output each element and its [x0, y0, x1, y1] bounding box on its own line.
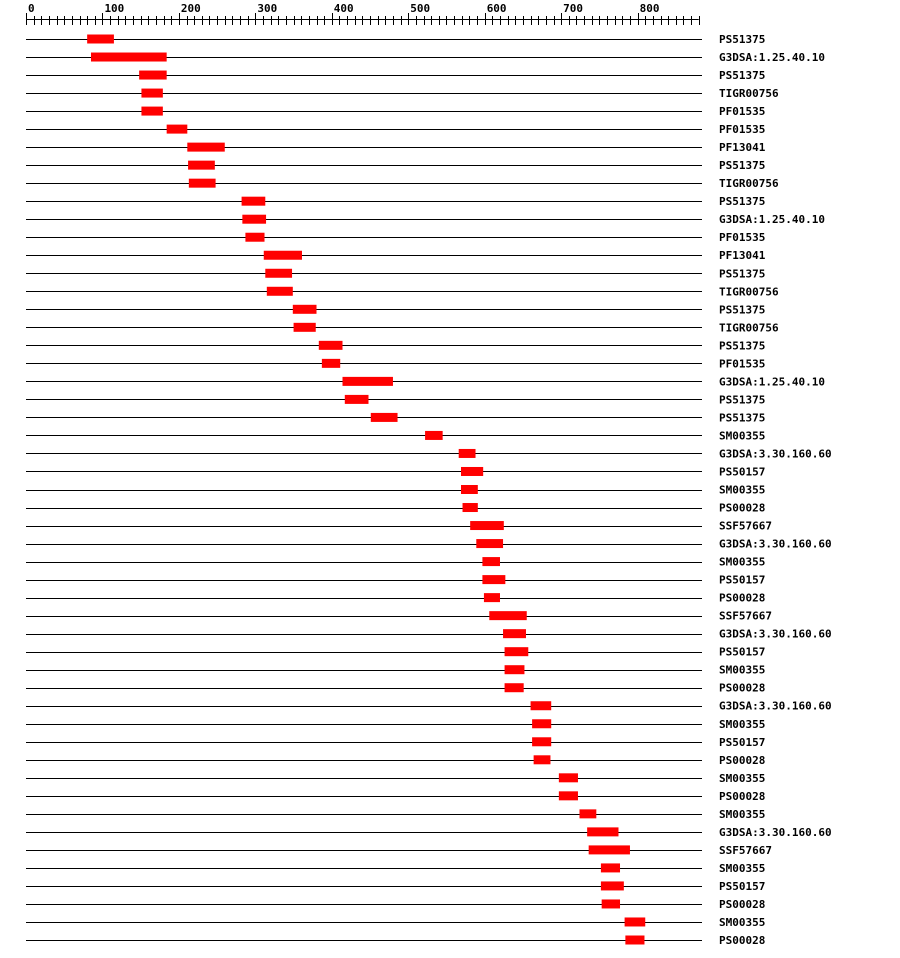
row-label: PS50157 — [719, 735, 766, 749]
feature-bar — [345, 395, 369, 404]
row-label: PS51375 — [719, 303, 766, 317]
row-label: PS51375 — [719, 411, 766, 425]
feature-bar — [267, 287, 293, 296]
row-label: TIGR00756 — [719, 87, 779, 101]
axis-tick-label: 800 — [639, 2, 660, 15]
feature-bar — [579, 809, 596, 818]
feature-bar — [167, 125, 188, 134]
axis-tick-label: 700 — [563, 2, 584, 15]
row-label: PF13041 — [719, 249, 766, 263]
axis-tick-label: 0 — [28, 2, 35, 15]
feature-bar — [482, 575, 505, 584]
feature-row — [26, 772, 765, 785]
row-label: SM00355 — [719, 771, 766, 785]
feature-bar — [503, 629, 526, 638]
feature-row — [26, 502, 765, 515]
feature-bar — [505, 647, 529, 656]
feature-row — [26, 736, 765, 749]
feature-row — [26, 177, 779, 190]
feature-bar — [294, 323, 316, 332]
feature-bar — [625, 917, 646, 926]
feature-bar — [371, 413, 398, 422]
row-label: PF01535 — [719, 231, 766, 245]
row-label: G3DSA:3.30.160.60 — [719, 627, 832, 641]
feature-bar — [625, 936, 644, 945]
row-label: PS51375 — [719, 195, 766, 209]
feature-bar — [139, 71, 167, 80]
feature-bar — [531, 701, 552, 710]
row-label: PS51375 — [719, 339, 766, 353]
feature-row — [26, 213, 825, 226]
axis-tick-label: 400 — [333, 2, 354, 15]
row-label: PS50157 — [719, 645, 766, 659]
row-label: PS00028 — [719, 681, 766, 695]
row-label: G3DSA:1.25.40.10 — [719, 51, 825, 65]
feature-bar — [242, 215, 266, 224]
feature-bar — [470, 521, 504, 530]
feature-row — [26, 664, 765, 677]
row-label: G3DSA:3.30.160.60 — [719, 537, 832, 551]
feature-row — [26, 700, 832, 713]
feature-bar — [476, 539, 503, 548]
feature-row — [26, 285, 779, 298]
scale-axis — [26, 2, 700, 25]
feature-row — [26, 87, 779, 100]
row-label: SSF57667 — [719, 609, 772, 623]
feature-bar — [322, 359, 340, 368]
row-label: PS00028 — [719, 501, 766, 515]
feature-row — [26, 141, 766, 154]
row-label: G3DSA:3.30.160.60 — [719, 825, 832, 839]
feature-row — [26, 33, 765, 46]
row-label: PS51375 — [719, 393, 766, 407]
row-label: PS50157 — [719, 573, 766, 587]
feature-row — [26, 574, 765, 587]
feature-row — [26, 447, 832, 460]
feature-row — [26, 51, 825, 64]
feature-row — [26, 357, 765, 370]
row-label: PF01535 — [719, 357, 766, 371]
feature-bar — [245, 233, 264, 242]
feature-row — [26, 916, 765, 929]
row-label: PS00028 — [719, 897, 766, 911]
feature-bar — [264, 251, 302, 260]
feature-bar — [505, 683, 524, 692]
row-label: PS51375 — [719, 159, 766, 173]
feature-row — [26, 393, 765, 406]
row-label: G3DSA:1.25.40.10 — [719, 213, 825, 227]
feature-bar — [242, 197, 266, 206]
row-label: SM00355 — [719, 663, 766, 677]
row-label: PF01535 — [719, 123, 766, 137]
row-label: PF01535 — [719, 105, 766, 119]
row-label: SM00355 — [719, 483, 766, 497]
row-label: PS00028 — [719, 934, 766, 947]
row-label: PS00028 — [719, 789, 766, 803]
feature-row — [26, 429, 765, 442]
feature-bar — [87, 35, 114, 44]
feature-bar — [141, 107, 162, 116]
feature-row — [26, 592, 765, 605]
row-label: G3DSA:3.30.160.60 — [719, 447, 832, 461]
feature-bar — [265, 269, 292, 278]
feature-bar — [602, 899, 620, 908]
row-label: SM00355 — [719, 429, 766, 443]
feature-bar — [188, 161, 215, 170]
feature-row — [26, 105, 765, 118]
row-label: G3DSA:1.25.40.10 — [719, 375, 825, 389]
feature-bar — [187, 143, 224, 152]
feature-bar — [505, 665, 525, 674]
row-label: SM00355 — [719, 717, 766, 731]
feature-bar — [489, 611, 526, 620]
row-label: TIGR00756 — [719, 321, 779, 335]
feature-bar — [425, 431, 443, 440]
feature-row — [26, 556, 765, 569]
feature-row — [26, 718, 765, 731]
feature-row — [26, 538, 832, 551]
feature-bar — [343, 377, 393, 386]
feature-row — [26, 844, 772, 857]
feature-row — [26, 646, 765, 659]
feature-bar — [559, 773, 578, 782]
row-label: SSF57667 — [719, 519, 772, 533]
feature-bar — [532, 737, 551, 746]
feature-row — [26, 231, 765, 244]
feature-row — [26, 303, 765, 316]
feature-bar — [463, 503, 478, 512]
feature-row — [26, 484, 765, 497]
feature-row — [26, 159, 765, 172]
row-label: G3DSA:3.30.160.60 — [719, 699, 832, 713]
feature-row — [26, 339, 765, 352]
feature-row — [26, 934, 765, 947]
feature-bar — [141, 89, 162, 98]
row-label: PS00028 — [719, 591, 766, 605]
row-label: PF13041 — [719, 141, 766, 155]
row-label: PS51375 — [719, 267, 766, 281]
feature-row — [26, 465, 765, 478]
row-label: TIGR00756 — [719, 285, 779, 299]
feature-row — [26, 880, 765, 893]
feature-row — [26, 826, 832, 839]
row-label: SM00355 — [719, 555, 766, 569]
axis-tick-label: 300 — [257, 2, 278, 15]
feature-row — [26, 808, 765, 821]
feature-bar — [587, 827, 618, 836]
feature-bar — [461, 485, 478, 494]
feature-row — [26, 267, 765, 280]
feature-row — [26, 790, 765, 803]
feature-bar — [459, 449, 476, 458]
feature-row — [26, 754, 765, 767]
axis-tick-label: 100 — [104, 2, 125, 15]
feature-row — [26, 898, 765, 911]
row-label: SM00355 — [719, 807, 766, 821]
feature-row — [26, 249, 766, 262]
feature-row — [26, 321, 779, 334]
feature-bar — [482, 557, 500, 566]
feature-row — [26, 411, 765, 424]
row-label: TIGR00756 — [719, 177, 779, 191]
row-label: PS50157 — [719, 465, 766, 479]
feature-bar — [559, 791, 578, 800]
feature-row — [26, 520, 772, 533]
feature-row — [26, 195, 765, 208]
feature-row — [26, 375, 825, 388]
row-label: PS50157 — [719, 879, 766, 893]
feature-row — [26, 628, 832, 641]
feature-row — [26, 123, 765, 136]
row-label: SSF57667 — [719, 843, 772, 857]
feature-bar — [601, 881, 624, 890]
feature-bar — [534, 755, 551, 764]
axis-tick-label: 600 — [486, 2, 507, 15]
row-label: PS00028 — [719, 753, 766, 767]
axis-tick-label: 500 — [410, 2, 431, 15]
feature-rows — [26, 33, 832, 947]
feature-bar — [319, 341, 343, 350]
feature-bar — [532, 719, 551, 728]
feature-row — [26, 610, 772, 623]
row-label: PS51375 — [719, 69, 766, 83]
feature-bar — [589, 845, 630, 854]
row-label: PS51375 — [719, 33, 766, 46]
feature-bar — [189, 179, 216, 188]
feature-row — [26, 862, 765, 875]
row-label: SM00355 — [719, 861, 766, 875]
feature-row — [26, 69, 765, 82]
feature-bar — [484, 593, 500, 602]
feature-row — [26, 682, 765, 695]
row-label: SM00355 — [719, 915, 766, 929]
feature-bar — [293, 305, 317, 314]
feature-bar — [601, 863, 620, 872]
axis-tick-label: 200 — [180, 2, 201, 15]
feature-bar — [91, 53, 167, 62]
feature-bar — [461, 467, 483, 476]
